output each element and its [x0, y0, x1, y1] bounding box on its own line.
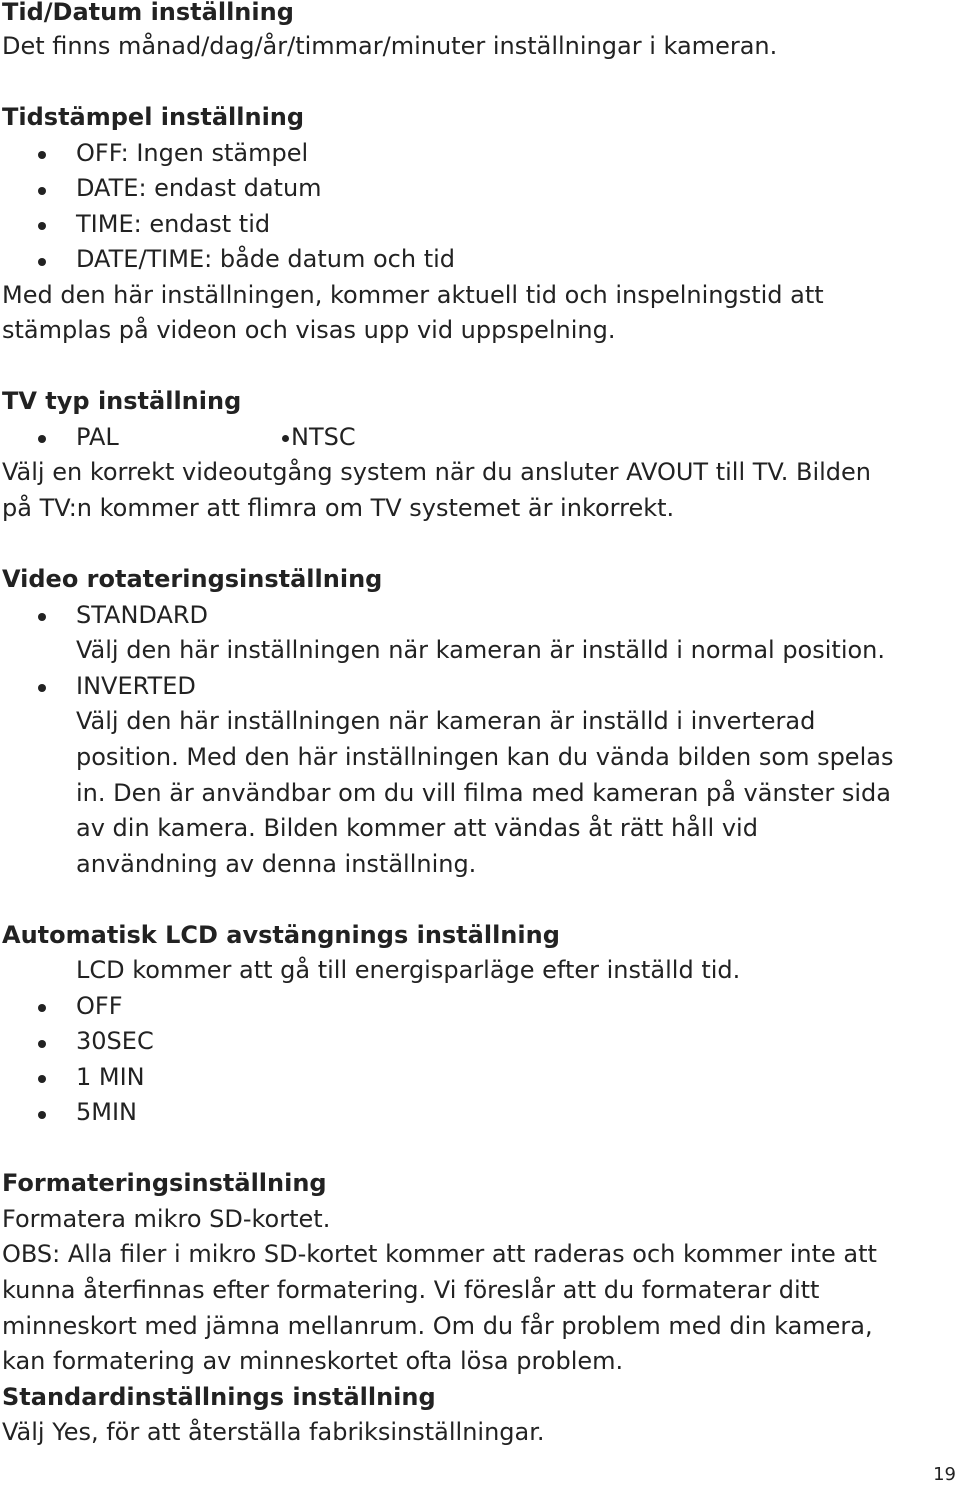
rotation-inverted-text: Välj den här inställningen när kameran är inställd i inverterad — [76, 707, 816, 735]
bullet-icon — [38, 1111, 46, 1119]
format-text-line: minneskort med jämna mellanrum. Om du får problem med din kamera, — [2, 1312, 873, 1340]
tidstampel-option-time: TIME: endast tid — [76, 210, 271, 238]
bullet-icon — [38, 1075, 46, 1083]
lcd-option-off: OFF — [76, 992, 123, 1020]
heading-tid-datum: Tid/Datum inställning — [2, 0, 294, 26]
tidstampel-option-datetime: DATE/TIME: både datum och tid — [76, 245, 456, 273]
rotation-option-inverted: INVERTED — [76, 672, 196, 700]
heading-format: Formateringsinställning — [2, 1169, 327, 1197]
format-text-line: OBS: Alla filer i mikro SD-kortet kommer att raderas och kommer inte att — [2, 1240, 877, 1268]
bullet-icon — [38, 222, 46, 230]
standard-text: Välj Yes, för att återställa fabriksinställningar. — [2, 1418, 545, 1446]
lcd-option-5min: 5MIN — [76, 1098, 138, 1126]
tv-text-line: Välj en korrekt videoutgång system när du ansluter AVOUT till TV. Bilden — [2, 458, 872, 486]
tidstampel-option-date: DATE: endast datum — [76, 174, 322, 202]
tv-option-pal: PAL — [76, 423, 119, 451]
tidstampel-text-line: stämplas på videon och visas upp vid uppspelning. — [2, 316, 616, 344]
auto-lcd-text: LCD kommer att gå till energisparläge efter inställd tid. — [76, 956, 741, 984]
rotation-standard-text: Välj den här inställningen när kameran är inställd i normal position. — [76, 636, 886, 664]
rotation-inverted-text: in. Den är användbar om du vill filma med kameran på vänster sida — [76, 779, 891, 807]
heading-auto-lcd: Automatisk LCD avstängnings inställning — [2, 921, 560, 949]
heading-standard: Standardinställnings inställning — [2, 1383, 436, 1411]
bullet-icon — [38, 435, 46, 443]
rotation-inverted-text: av din kamera. Bilden kommer att vändas åt rätt håll vid — [76, 814, 758, 842]
format-text-line: kan formatering av minneskortet ofta lösa problem. — [2, 1347, 624, 1375]
bullet-icon — [38, 258, 46, 266]
heading-tidstampel: Tidstämpel inställning — [2, 103, 305, 131]
format-text-line: Formatera mikro SD-kortet. — [2, 1205, 331, 1233]
format-text-line: kunna återfinnas efter formatering. Vi föreslår att du formaterar ditt — [2, 1276, 820, 1304]
bullet-icon — [282, 435, 289, 442]
page-number: 19 — [933, 1464, 956, 1485]
heading-tv-typ: TV typ inställning — [2, 387, 242, 415]
bullet-icon — [38, 1040, 46, 1048]
tidstampel-option-off: OFF: Ingen stämpel — [76, 139, 309, 167]
bullet-icon — [38, 187, 46, 195]
tid-datum-text: Det finns månad/dag/år/timmar/minuter inställningar i kameran. — [2, 32, 778, 60]
bullet-icon — [38, 613, 46, 621]
bullet-icon — [38, 151, 46, 159]
rotation-inverted-text: position. Med den här inställningen kan du vända bilden som spelas — [76, 743, 894, 771]
tv-text-line: på TV:n kommer att flimra om TV systemet är inkorrekt. — [2, 494, 675, 522]
lcd-option-30sec: 30SEC — [76, 1027, 154, 1055]
tv-option-ntsc: NTSC — [291, 423, 356, 451]
lcd-option-1min: 1 MIN — [76, 1063, 145, 1091]
bullet-icon — [38, 1004, 46, 1012]
rotation-option-standard: STANDARD — [76, 601, 209, 629]
bullet-icon — [38, 684, 46, 692]
tidstampel-text-line: Med den här inställningen, kommer aktuell tid och inspelningstid att — [2, 281, 824, 309]
rotation-inverted-text: användning av denna inställning. — [76, 850, 477, 878]
heading-video-rotation: Video rotateringsinställning — [2, 565, 383, 593]
